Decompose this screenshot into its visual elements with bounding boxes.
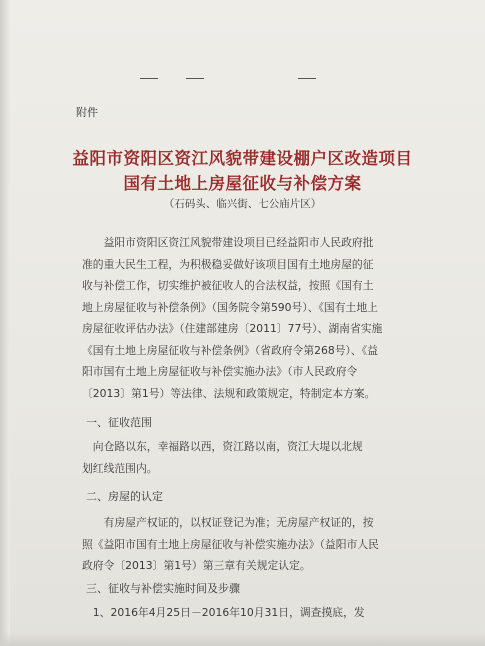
section-identification-text: [82, 512, 418, 577]
section-heading-scope: 一、征收范围: [86, 416, 152, 429]
text-line: 划红线范围内。: [82, 461, 158, 475]
text-line: 〔2013〕第1号）等法律、法规和政策规定，特制定本方案。: [82, 386, 376, 400]
text-line: 政府令〔2013〕第1号）第三章有关规定认定。: [82, 559, 311, 572]
text-line: 地上房屋征收与补偿条例》（国务院令第590号）、《国有土地上: [82, 300, 378, 314]
attachment-label: 附件: [76, 106, 98, 119]
document-subtitle: （石码头、临兴街、七公庙片区）: [163, 198, 322, 210]
text-line: 益阳市资阳区资江风貌带建设项目已经益阳市人民政府批: [82, 236, 374, 249]
text-line: 阳市国有土地上房屋征收与补偿实施办法》（市人民政府令: [82, 365, 358, 378]
header-dash-right: [298, 78, 316, 79]
text-line: 收与补偿工作，切实维护被征收人的合法权益，按照《国有土: [82, 279, 374, 292]
intro-paragraph: [82, 232, 418, 404]
section-heading-identification: 二、房屋的认定: [86, 490, 163, 503]
text-line: 照《益阳市国有土地上房屋征收与补偿实施办法》（益阳市人民: [82, 537, 379, 551]
text-line: 准的重大民生工程，为积极稳妥做好该项目国有土地房屋的征: [82, 257, 374, 271]
section-schedule-text: [82, 602, 418, 624]
scan-shadow-bottom: [0, 632, 485, 646]
section-heading-schedule: 三、征收与补偿实施时间及步骤: [86, 582, 240, 595]
document-title-line2: 国有土地上房屋征收与补偿方案: [123, 174, 362, 193]
text-line: 《国有土地上房屋征收与补偿条例》（省政府令第268号）、《益: [82, 343, 378, 357]
header-dash-left: [140, 78, 158, 79]
scan-shadow-left: [0, 0, 10, 646]
text-line: 向仓路以东，幸福路以西，资江路以南，资江大堤以北规: [82, 440, 363, 453]
text-line: 房屋征收评估办法》（住建部建房〔2011〕77号）、湖南省实施: [82, 322, 383, 335]
text-line: 有房屋产权证的，以权证登记为准；无房屋产权证的，按: [82, 516, 374, 529]
section-scope-text: [82, 436, 418, 479]
text-line: 1、2016年4月25日－2016年10月31日，调查摸底，发: [82, 606, 365, 619]
document-title-line1: 益阳市资阳区资江风貌带建设棚户区改造项目: [72, 149, 413, 168]
header-dash-middle: [186, 78, 204, 79]
